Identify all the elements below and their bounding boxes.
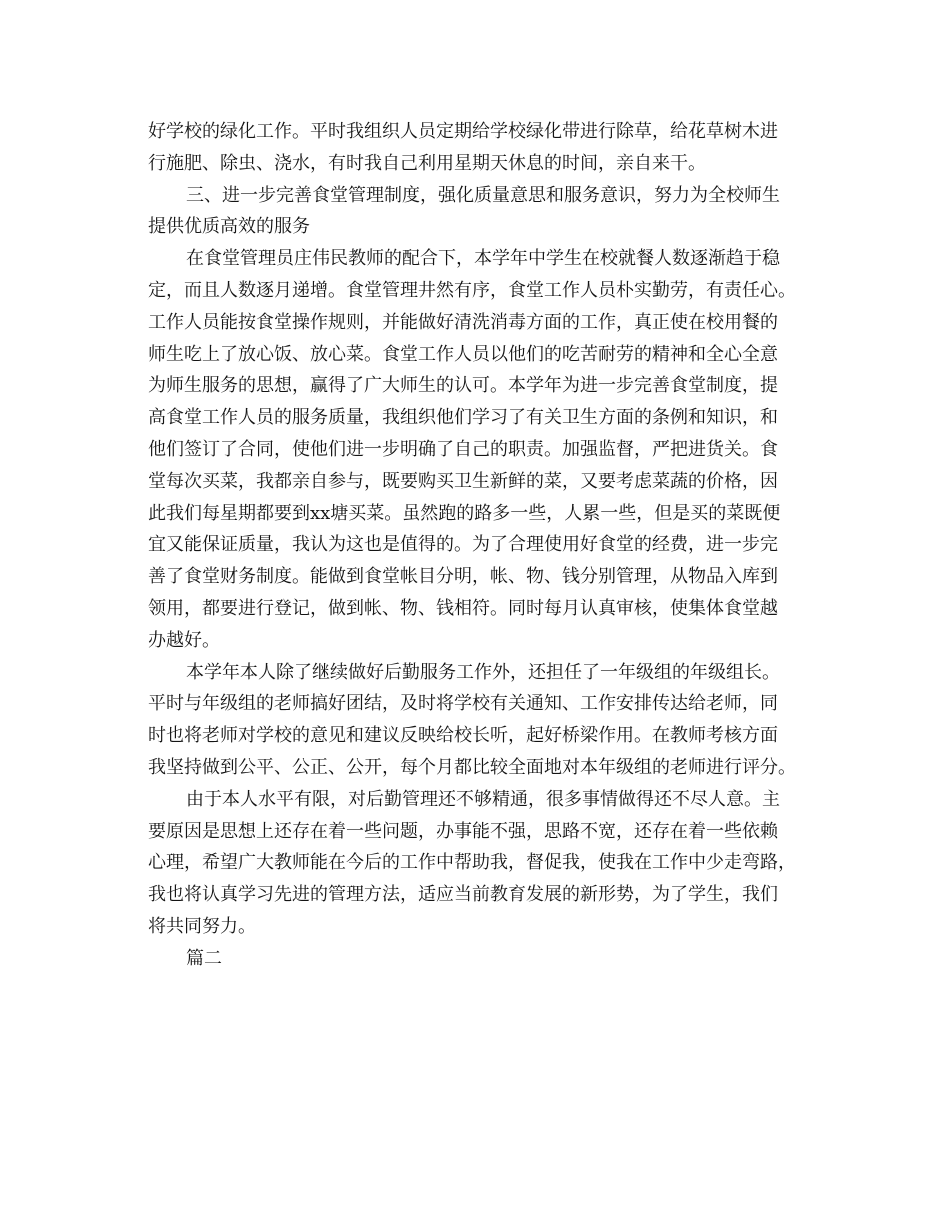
paragraph-line: 将共同努力。: [148, 915, 256, 937]
paragraph-line: 工作人员能按食堂操作规则，并能做好清洗消毒方面的工作，真正使在校用餐的: [148, 311, 778, 333]
paragraph-line: 我也将认真学习先进的管理方法，适应当前教育发展的新形势，为了学生，我们: [148, 884, 778, 906]
paragraph-first-line: 篇二: [186, 947, 222, 969]
paragraph-line: 办越好。: [148, 629, 220, 651]
paragraph-line: 平时与年级组的老师搞好团结，及时将学校有关通知、工作安排传达给老师，同: [148, 693, 778, 715]
paragraph-line: 善了食堂财务制度。能做到食堂帐目分明，帐、物、钱分别管理，从物品入库到: [148, 566, 778, 588]
paragraph-line: 好学校的绿化工作。平时我组织人员定期给学校绿化带进行除草，给花草树木进: [148, 121, 778, 142]
paragraph-first-line: 本学年本人除了继续做好后勤服务工作外，还担任了一年级组的年级组长。: [186, 661, 780, 683]
paragraph-line: 师生吃上了放心饭、放心菜。食堂工作人员以他们的吃苦耐劳的精神和全心全意: [148, 343, 778, 365]
paragraph-line: 宜又能保证质量，我认为这也是值得的。为了合理使用好食堂的经费，进一步完: [148, 534, 778, 556]
paragraph-line: 提供优质高效的服务: [148, 216, 310, 238]
paragraph-line: 心理，希望广大教师能在今后的工作中帮助我，督促我，使我在工作中少走弯路，: [148, 852, 796, 874]
paragraph-first-line: 由于本人水平有限，对后勤管理还不够精通，很多事情做得还不尽人意。主: [186, 788, 780, 810]
paragraph-line: 他们签订了合同，使他们进一步明确了自己的职责。加强监督，严把进货关。食: [148, 438, 778, 460]
paragraph-line: 此我们每星期都要到xx塘买菜。虽然跑的路多一些，人累一些，但是买的菜既便: [148, 502, 781, 524]
paragraph-first-line: 在食堂管理员庄伟民教师的配合下，本学年中学生在校就餐人数逐渐趋于稳: [186, 248, 780, 270]
paragraph-line: 高食堂工作人员的服务质量，我组织他们学习了有关卫生方面的条例和知识，和: [148, 407, 778, 429]
paragraph-line: 我坚持做到公平、公正、公开，每个月都比较全面地对本年级组的老师进行评分。: [148, 756, 796, 778]
document-body: [148, 116, 808, 975]
paragraph-line: 堂每次买菜，我都亲自参与，既要购买卫生新鲜的菜，又要考虑菜蔬的价格，因: [148, 470, 778, 492]
paragraph-line: 要原因是思想上还存在着一些问题，办事能不强，思路不宽，还存在着一些依赖: [148, 820, 778, 842]
paragraph-first-line: 三、进一步完善食堂管理制度，强化质量意思和服务意识，努力为全校师生: [186, 184, 780, 206]
paragraph-line: 为师生服务的思想，赢得了广大师生的认可。本学年为进一步完善食堂制度，提: [148, 375, 778, 397]
paragraph-line: 领用，都要进行登记，做到帐、物、钱相符。同时每月认真审核，使集体食堂越: [148, 597, 778, 619]
paragraph-line: 时也将老师对学校的意见和建议反映给校长听，起好桥梁作用。在教师考核方面: [148, 725, 778, 747]
paragraph-line: 定，而且人数逐月递增。食堂管理井然有序，食堂工作人员朴实勤劳，有责任心。: [148, 279, 796, 301]
paragraph-line: 行施肥、除虫、浇水，有时我自己利用星期天休息的时间，亲自来干。: [148, 152, 706, 174]
